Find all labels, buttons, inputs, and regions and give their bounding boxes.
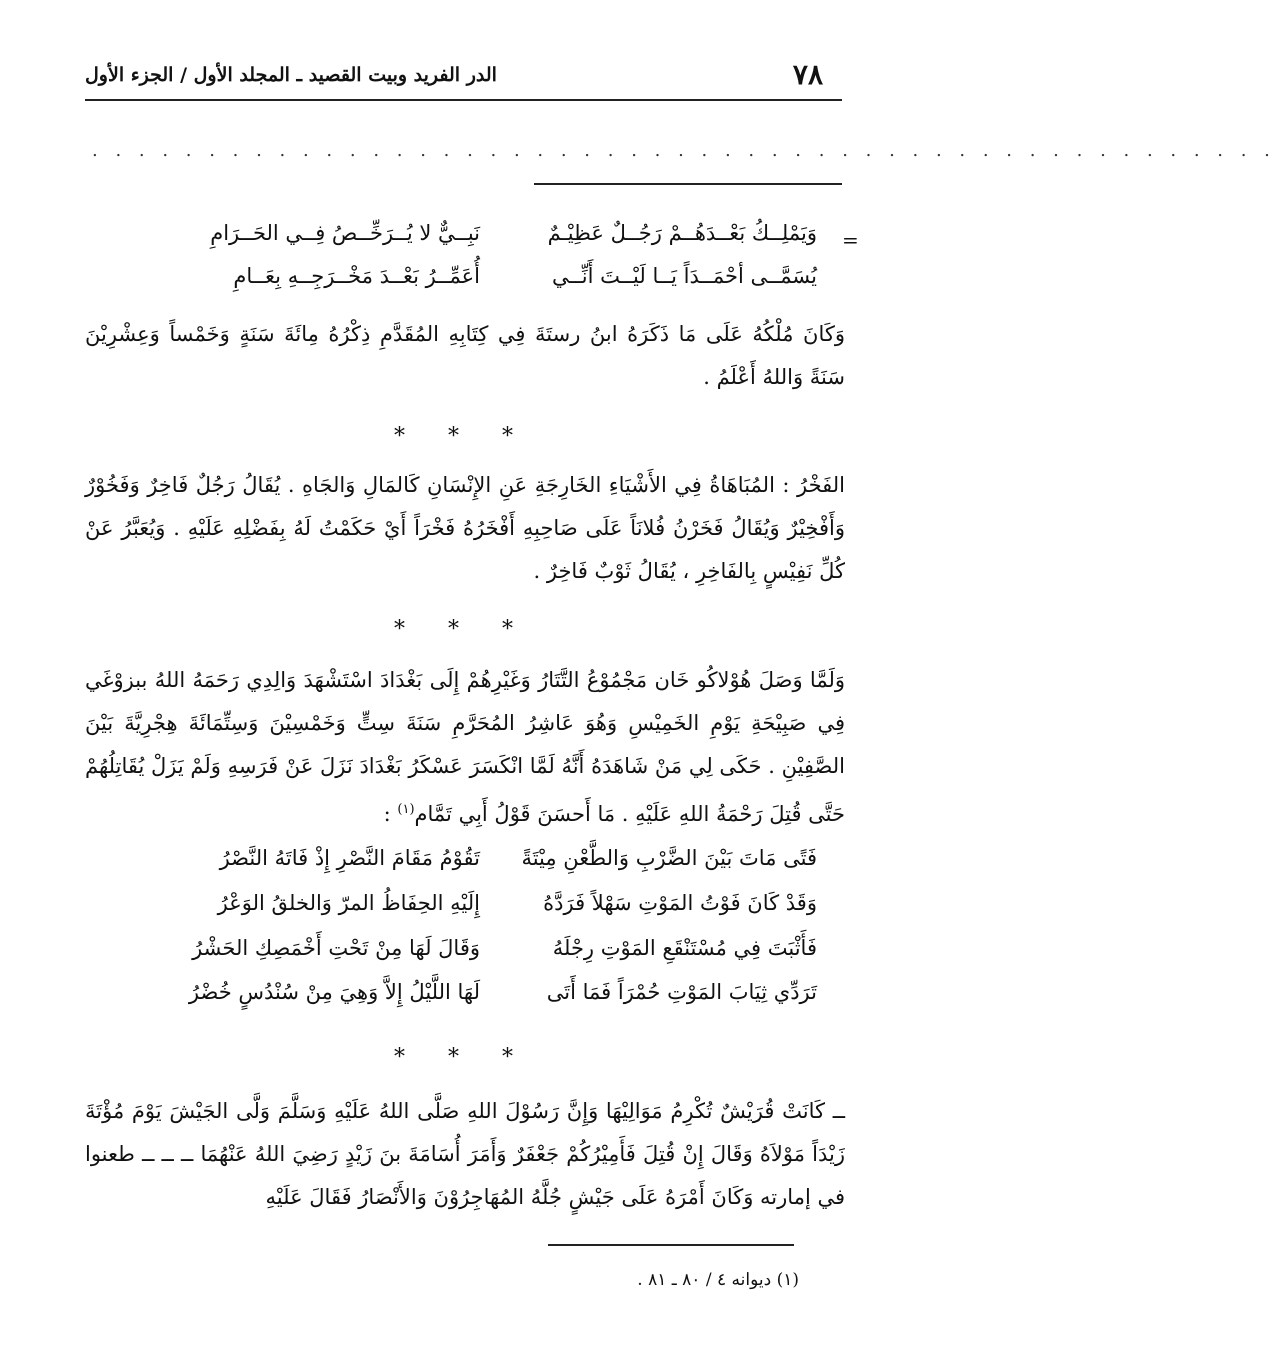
separator-2: * * *	[394, 617, 531, 642]
footnote-ref: (١)	[397, 802, 415, 817]
poem2-line1-left: تَقُوْمُ مَقَامَ النَّصْرِ إِذْ فَاتَهُ النَّصْرُ	[219, 846, 480, 870]
poem1-line2-right: يُسَمَّــى أحْمَــدَاً يَــا لَيْــتَ أَنِّــي	[551, 264, 817, 288]
paragraph-2: الفَخْرُ : المُبَاهَاةُ فِي الأَشْيَاءِ الخَارِجَةِ عَنِ الإِنْسَانِ كَالمَالِ وَالجَاهِ . يُقَالُ رَجُلٌ فَاخِرٌ وَفَخُوْرٌ وَأَفْخِيْرٌ وَيُقَالُ فَخَرْنُ فُلانَاً عَلَى صَاحِبِهِ أَفْخَرُهُ فَخْرَاً أَيْ حَكَمْتُ لَهُ بِفَضْلِهِ عَلَيْهِ . وَيُعَبَّرُ عَنْ كُلِّ نَفِيْسٍ بِالفَاخِرِ ، يُقَالُ ثَوْبٌ فَاخِرٌ .	[85, 473, 845, 583]
poem2-line2-right: وَقَدْ كَانَ فَوْتُ المَوْتِ سَهْلاً فَرَدَّهُ	[543, 891, 817, 915]
running-title: الدر الفريد وبيت القصيد ـ المجلد الأول / الجزء الأول	[85, 64, 497, 86]
poem2-line3-left: وَقَالَ لَهَا مِنْ تَحْتِ أَخْمَصِكِ الحَشْرُ	[192, 936, 480, 960]
page-header	[85, 58, 845, 94]
page-number: ٧٨	[792, 58, 823, 91]
section-rule	[534, 183, 842, 185]
poem2-line2-left: إِلَيْهِ الحِفَاظُ المرّ وَالخلقُ الوَعْرُ	[217, 891, 480, 915]
poem2-line4-left: لَهَا اللَّيْلُ إِلاَّ وَهِيَ مِنْ سُنْدُسٍ خُضْرُ	[188, 980, 480, 1004]
paragraph-3-end: :	[383, 802, 398, 826]
footnote-rule	[548, 1244, 794, 1246]
poem1-line1-right: وَيَمْلِــكُ بَعْــدَهُــمْ رَجُــلٌ عَظِيْـمٌ	[547, 221, 817, 245]
paragraph-3	[85, 659, 845, 836]
footnote: (١) ديوانه ٤ / ٨٠ ـ ٨١ .	[637, 1270, 799, 1290]
paragraph-3-text: وَلَمَّا وَصَلَ هُوْلاكُو خَان مَجْمُوْعُ التَّتَارُ وَغَيْرِهُمْ إِلَى بَغْدَادَ اسْتَشْهَدَ وَالِدِي رَحَمَهُ اللهُ ببزوْغَي فِي صَبِيْحَةِ يَوْمِ الخَمِيْسِ وَهُوَ عَاشِرُ المُحَرَّمِ سَنَةَ سِتٍّ وَخَمْسِيْنَ وَسِتِّمَائَةَ هِجْرِيَّةَ بَيْنَ الصَّفِيْنِ . حَكَى لِي مَنْ شَاهَدَهُ أَنَّهُ لَمَّا انْكَسَرَ عَسْكَرُ بَغْدَادَ نَزَلَ عَنْ فَرَسِهِ وَلَمْ يَزَلْ يُقَاتِلُهُمْ حَتَّى قُتِلَ رَحْمَةُ اللهِ عَلَيْهِ . مَا أَحسَنَ قَوْلُ أَبِي تَمَّام	[85, 668, 845, 826]
paragraph-4: ــ كَانَتْ قُرَيْشٌ تُكْرِمُ مَوَالِيْهَا وَإِنَّ رَسُوْلَ اللهِ صَلَّى اللهُ عَلَيْهِ وَسَلَّمَ وَلَّى الجَيْشَ يَوْمَ مُؤْتَةَ زَيْدَاً مَوْلاَهُ وَقَالَ إِنْ قُتِلَ فَأَمِيْرُكُمْ جَعْفَرٌ وَأَمَرَ أُسَامَةَ بنَ زَيْدٍ رَضِيَ اللهُ عَنْهُمَا ــ ــ ــ طعنوا في إمارته وَكَانَ أَمْرَهُ عَلَى جَيْشٍ جُلَّهُ المُهَاجِرُوْنَ وَالأَنْصَارُ فَقَالَ عَلَيْهِ	[85, 1099, 845, 1209]
continuation-marker: =	[842, 228, 859, 252]
poem2-line1-right: فَتًى مَاتَ بَيْنَ الضَّرْبِ وَالطَّعْنِ مِيْتَةً	[521, 846, 817, 870]
poem1-line1-left: نَبِــيٌّ لا يُــرَخِّــصُ فِــي الحَــرَامِ	[210, 221, 480, 245]
paragraph-1: وَكَانَ مُلْكُهُ عَلَى مَا ذَكَرَهُ ابنُ رستَةَ فِي كِتَابِهِ المُقَدَّمِ ذِكْرُهُ مِائَةَ سَنَةٍ وَخَمْساً وَعِشْرِيْنَ سَنَةً وَاللهُ أَعْلَمُ .	[85, 322, 845, 389]
poem1-line2-left: أُعَمِّــرُ بَعْــدَ مَخْــرَجِــهِ بِعَــامِ	[233, 264, 480, 288]
poem2-line3-right: فَأَثْبَتَ فِي مُسْتَنْقَعِ المَوْتِ رِجْلَهُ	[552, 936, 817, 960]
separator-1: * * *	[394, 424, 531, 449]
header-rule	[85, 99, 842, 101]
dotted-line: . . . . . . . . . . . . . . . . . . . . . . . . . . . . . . . . . . . . . . . . . . . . . . . . . . .	[92, 140, 1276, 161]
poem2-line4-right: تَرَدِّي ثِيَابَ المَوْتِ حُمْرَاً فَمَا أَتَى	[546, 980, 817, 1004]
separator-3: * * *	[394, 1045, 531, 1070]
